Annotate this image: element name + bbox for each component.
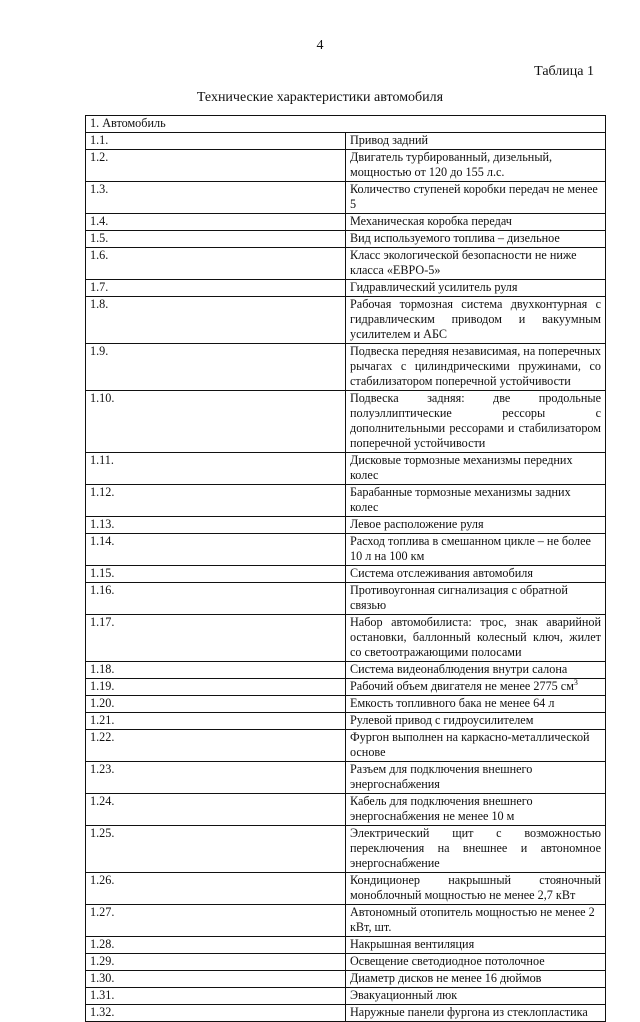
row-description (346, 133, 606, 150)
table-row (86, 182, 606, 214)
row-description-text: Механическая коробка передач (350, 214, 512, 228)
row-number: 1.12. (86, 485, 346, 517)
table-row (86, 391, 606, 453)
row-description-text: Электрический щит с возможностью переключения на внешнее и автономное энергоснабжение (350, 826, 601, 870)
table-row (86, 485, 606, 517)
row-description-text: Накрышная вентиляция (350, 937, 475, 951)
table-row (86, 517, 606, 534)
table-row (86, 297, 606, 344)
table-row (86, 988, 606, 1005)
row-description-text: Противоугонная сигнализация с обратной связью (350, 583, 568, 612)
table-row (86, 566, 606, 583)
row-description-text: Дисковые тормозные механизмы передних колес (350, 453, 573, 482)
specifications-table (85, 115, 606, 1022)
table-row (86, 280, 606, 297)
table-row (86, 1005, 606, 1022)
row-description-text: Привод задний (350, 133, 429, 147)
superscript: 3 (573, 677, 578, 687)
row-number: 1.5. (86, 231, 346, 248)
table-row (86, 954, 606, 971)
table-row (86, 214, 606, 231)
row-description (346, 696, 606, 713)
row-description (346, 1005, 606, 1022)
row-description-text: Система видеонаблюдения внутри салона (350, 662, 568, 676)
row-description (346, 873, 606, 905)
row-description (346, 344, 606, 391)
row-description (346, 971, 606, 988)
row-description-text: Рабочий объем двигателя не менее 2775 см (350, 679, 574, 693)
row-description (346, 280, 606, 297)
row-number: 1.14. (86, 534, 346, 566)
row-number: 1.17. (86, 615, 346, 662)
row-number: 1.18. (86, 662, 346, 679)
row-description (346, 150, 606, 182)
row-number: 1.31. (86, 988, 346, 1005)
row-number: 1.23. (86, 762, 346, 794)
row-description (346, 453, 606, 485)
row-description-text: Класс экологической безопасности не ниже класса «ЕВРО-5» (350, 248, 577, 277)
table-row (86, 583, 606, 615)
table-row (86, 679, 606, 696)
table-row (86, 696, 606, 713)
row-description-text: Подвеска задняя: две продольные полуэллиптические рессоры с дополнительными рессорами и стабилизатором поперечной устойчивости (350, 391, 601, 450)
row-number: 1.7. (86, 280, 346, 297)
row-number: 1.16. (86, 583, 346, 615)
table-label: Таблица 1 (534, 64, 594, 79)
row-description-text: Емкость топливного бака не менее 64 л (350, 696, 555, 710)
row-description-text: Эвакуационный люк (350, 988, 458, 1002)
row-number: 1.10. (86, 391, 346, 453)
row-number: 1.25. (86, 826, 346, 873)
table-row (86, 713, 606, 730)
document-title: Технические характеристики автомобиля (196, 90, 444, 105)
row-number: 1.15. (86, 566, 346, 583)
row-description (346, 583, 606, 615)
row-description-text: Диаметр дисков не менее 16 дюймов (350, 971, 542, 985)
table-row (86, 453, 606, 485)
row-number: 1.22. (86, 730, 346, 762)
specifications-table-body (86, 116, 606, 1022)
table-row (86, 615, 606, 662)
row-description-text: Освещение светодиодное потолочное (350, 954, 545, 968)
row-description (346, 615, 606, 662)
row-description-text: Система отслеживания автомобиля (350, 566, 533, 580)
row-description (346, 391, 606, 453)
row-description-text: Рулевой привод с гидроусилителем (350, 713, 534, 727)
row-description (346, 182, 606, 214)
row-description (346, 954, 606, 971)
section-row (86, 116, 606, 133)
row-description-text: Количество ступеней коробки передач не менее 5 (350, 182, 598, 211)
row-number: 1.24. (86, 794, 346, 826)
row-description-text: Подвеска передняя независимая, на поперечных рычагах с цилиндрическими пружинами, со стабилизатором поперечной устойчивости (350, 344, 601, 388)
table-row (86, 762, 606, 794)
row-number: 1.30. (86, 971, 346, 988)
row-description-text: Разъем для подключения внешнего энергоснабжения (350, 762, 533, 791)
row-number: 1.32. (86, 1005, 346, 1022)
table-row (86, 905, 606, 937)
table-row (86, 826, 606, 873)
row-number: 1.1. (86, 133, 346, 150)
row-number: 1.19. (86, 679, 346, 696)
row-description-text: Автономный отопитель мощностью не менее 2 кВт, шт. (350, 905, 595, 934)
row-number: 1.3. (86, 182, 346, 214)
table-row (86, 971, 606, 988)
table-row (86, 873, 606, 905)
table-row (86, 534, 606, 566)
table-row (86, 344, 606, 391)
row-description-text: Барабанные тормозные механизмы задних колес (350, 485, 571, 514)
row-number: 1.13. (86, 517, 346, 534)
row-description (346, 937, 606, 954)
table-row (86, 133, 606, 150)
row-description-text: Кондиционер накрышный стояночный моноблочный мощностью не менее 2,7 кВт (350, 873, 601, 902)
row-number: 1.9. (86, 344, 346, 391)
row-description (346, 794, 606, 826)
row-description (346, 248, 606, 280)
row-description (346, 730, 606, 762)
row-number: 1.11. (86, 453, 346, 485)
table-row (86, 662, 606, 679)
row-number: 1.4. (86, 214, 346, 231)
row-description-text: Рабочая тормозная система двухконтурная с гидравлическим приводом и вакуумным усилителем и АБС (350, 297, 601, 341)
table-row (86, 794, 606, 826)
page-number: 4 (316, 38, 324, 53)
table-row (86, 937, 606, 954)
row-description (346, 679, 606, 696)
row-number: 1.28. (86, 937, 346, 954)
row-number: 1.26. (86, 873, 346, 905)
row-description (346, 214, 606, 231)
row-description-text: Гидравлический усилитель руля (350, 280, 518, 294)
row-description-text: Наружные панели фургона из стеклопластика (350, 1005, 588, 1019)
row-description-text: Расход топлива в смешанном цикле – не более 10 л на 100 км (350, 534, 591, 563)
row-number: 1.6. (86, 248, 346, 280)
row-description-text: Кабель для подключения внешнего энергоснабжения не менее 10 м (350, 794, 533, 823)
row-number: 1.27. (86, 905, 346, 937)
row-description (346, 713, 606, 730)
section-heading: 1. Автомобиль (86, 116, 606, 133)
table-row (86, 248, 606, 280)
row-description (346, 517, 606, 534)
row-number: 1.21. (86, 713, 346, 730)
row-number: 1.20. (86, 696, 346, 713)
row-description-text: Фургон выполнен на каркасно-металлической основе (350, 730, 590, 759)
row-description (346, 566, 606, 583)
table-row (86, 730, 606, 762)
row-description (346, 762, 606, 794)
row-description-text: Набор автомобилиста: трос, знак аварийной остановки, баллонный колесный ключ, жилет со светоотражающими полосами (350, 615, 601, 659)
row-description (346, 231, 606, 248)
row-description (346, 662, 606, 679)
row-number: 1.2. (86, 150, 346, 182)
row-description (346, 297, 606, 344)
row-description (346, 485, 606, 517)
row-description (346, 826, 606, 873)
row-description-text: Левое расположение руля (350, 517, 484, 531)
row-description-text: Двигатель турбированный, дизельный, мощностью от 120 до 155 л.с. (350, 150, 553, 179)
table-row (86, 150, 606, 182)
row-description (346, 988, 606, 1005)
row-description (346, 905, 606, 937)
row-number: 1.29. (86, 954, 346, 971)
table-row (86, 231, 606, 248)
row-number: 1.8. (86, 297, 346, 344)
row-description (346, 534, 606, 566)
row-description-text: Вид используемого топлива – дизельное (350, 231, 560, 245)
